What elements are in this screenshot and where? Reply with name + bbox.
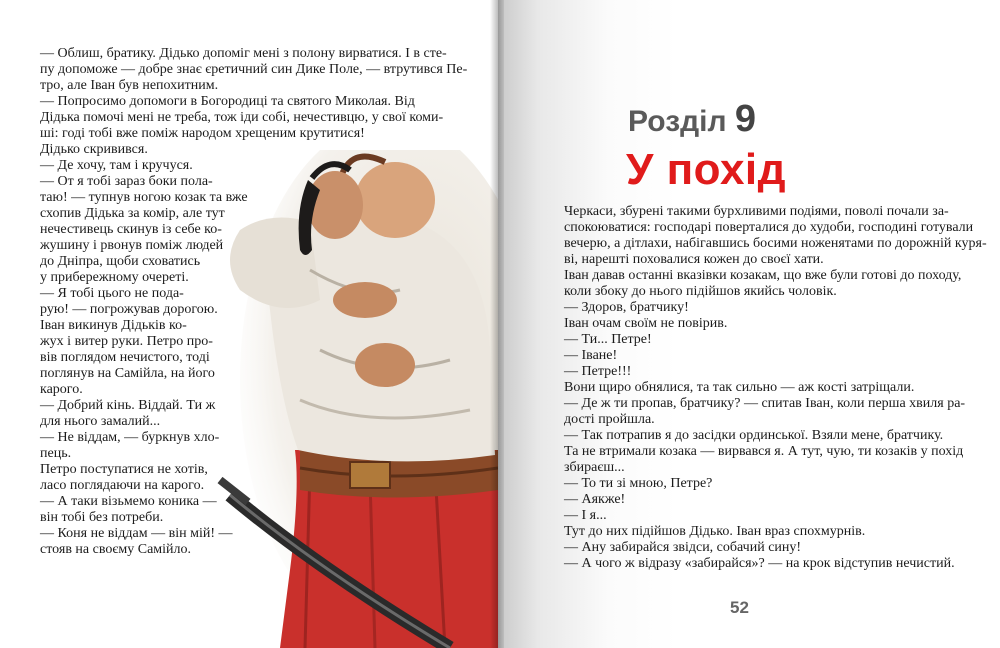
page-number: 52: [730, 598, 749, 617]
text-line: нечестивець скинув із себе ко-: [40, 222, 222, 237]
text-line: — Де хочу, там і кручуся.: [40, 158, 193, 173]
text-line: — Так потрапив я до засідки ординської. Взяли мене, братчику.: [564, 428, 944, 443]
text-line: — Здоров, братчику!: [564, 300, 689, 315]
text-line: — А чого ж відразу «забирайся»? — на крок відступив нечистий.: [564, 556, 955, 571]
text-line: до Дніпра, щоби сховатись: [40, 254, 201, 269]
text-line: спокоюватися: господарі поверталися до худоби, господині готували: [564, 220, 974, 235]
cossacks-embrace-illustration: [200, 150, 498, 648]
text-line: дості пройшла.: [564, 412, 655, 427]
text-line: — Облиш, братику. Дідько допоміг мені з полону вирватися. І в сте-: [40, 46, 447, 61]
text-line: стояв на своєму Самійло.: [40, 542, 192, 557]
text-line: — То ти зі мною, Петре?: [564, 476, 713, 491]
right-page-text: [498, 0, 1000, 648]
text-line: у прибережному очереті.: [40, 270, 189, 285]
text-line: — Добрий кінь. Віддай. Ти ж: [40, 398, 216, 413]
text-line: — Аякже!: [564, 492, 626, 507]
text-line: — Ану забирайся звідси, собачий сину!: [564, 540, 802, 555]
text-line: — Попросимо допомоги в Богородиці та святого Миколая. Від: [40, 94, 415, 109]
text-line: — Іване!: [564, 348, 618, 363]
text-line: вів поглядом нечистого, тоді: [40, 350, 210, 365]
text-line: він тобі без потреби.: [40, 510, 164, 525]
text-line: тро, але Іван був непохитним.: [40, 78, 219, 93]
left-page: [0, 0, 498, 648]
text-line: — А таки візьмемо коника —: [40, 494, 217, 509]
text-line: Іван очам своїм не повірив.: [564, 316, 728, 331]
text-line: Дідька помочі мені не треба, тож іди собі, нечестивцю, у свої коми-: [40, 110, 444, 125]
text-line: — Я тобі цього не пода-: [40, 286, 184, 301]
chapter-label-text: Розділ: [628, 105, 727, 138]
text-line: Вони щиро обнялися, та так сильно — аж кості затріщали.: [564, 380, 915, 395]
text-line: ласо поглядаючи на карого.: [40, 478, 205, 493]
text-line: Та не втримали козака — вирвався я. А тут, чую, ти козаків у похід: [564, 444, 964, 459]
text-line: коли збоку до нього підійшов якийсь чоловік.: [564, 284, 837, 299]
text-line: — Де ж ти пропав, братчику? — спитав Іван, коли перша хвиля ра-: [564, 396, 966, 411]
text-line: збираєш...: [564, 460, 625, 475]
text-line: рую! — погрожував дорогою.: [40, 302, 218, 317]
text-line: вечерю, а дітлахи, набігавшись босими ноженятами по дорожній куря-: [564, 236, 987, 251]
text-line: — Ти... Петре!: [564, 332, 652, 347]
text-line: Дідько скривився.: [40, 142, 148, 157]
text-line: карого.: [40, 382, 83, 397]
text-line: ші: годі тобі вже поміж народом хрещеним крутитися!: [40, 126, 365, 141]
text-line: жух і витер руки. Петро про-: [40, 334, 213, 349]
text-line: ві, нарешті поховалися кожен до своєї хати.: [564, 252, 824, 267]
text-line: жушину і рвонув поміж людей: [40, 238, 224, 253]
text-line: Іван давав останні вказівки козакам, що вже були готові до походу,: [564, 268, 962, 283]
text-line: Петро поступатися не хотів,: [40, 462, 208, 477]
text-line: пець.: [40, 446, 72, 461]
text-line: поглянув на Самійла, на його: [40, 366, 215, 381]
text-line: — Коня не віддам — він мій! —: [40, 526, 233, 541]
text-line: для нього замалий...: [40, 414, 161, 429]
text-line: пу допоможе — добре знає єретичний син Дике Поле, — втрутився Пе-: [40, 62, 468, 77]
text-line: — Не віддам, — буркнув хло-: [40, 430, 220, 445]
chapter-title: У похід: [626, 145, 787, 194]
text-line: — Петре!!!: [564, 364, 632, 379]
text-line: — І я...: [564, 508, 607, 523]
text-line: — От я тобі зараз боки пола-: [40, 174, 213, 189]
chapter-number: 9: [734, 98, 757, 140]
text-line: Черкаси, збурені такими бурхливими подіями, поволі почали за-: [564, 204, 949, 219]
text-line: таю! — тупнув ногою козак та вже: [40, 190, 248, 205]
text-line: Іван викинув Дідьків ко-: [40, 318, 187, 333]
text-line: Тут до них підійшов Дідько. Іван враз спохмурнів.: [564, 524, 866, 539]
text-line: схопив Дідька за комір, але тут: [40, 206, 225, 221]
